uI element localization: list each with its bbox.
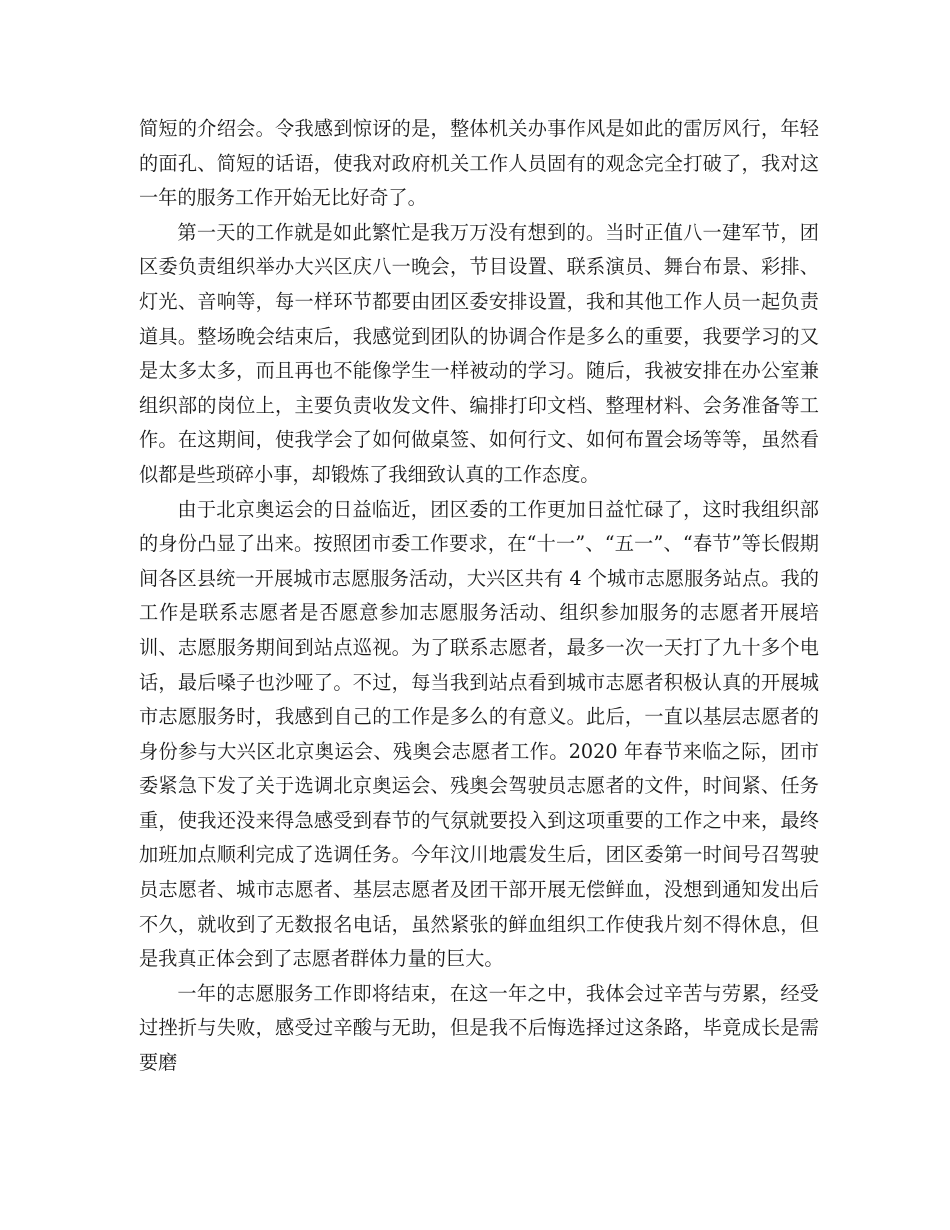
paragraph-1: 简短的介绍会。令我感到惊讶的是，整体机关办事作风是如此的雷厉风行，年轻的面孔、简短的话语，使我对政府机关工作人员固有的观念完全打破了，我对这一年的服务工作开始无比好奇了。 [139,117,819,210]
document-body [139,112,819,1081]
paragraph-3: 由于北京奥运会的日益临近，团区委的工作更加日益忙碌了，这时我组织部的身份凸显了出来。按照团市委工作要求，在“十一”、“五一”、“春节”等长假期间各区县统一开展城市志愿服务活动，大兴区共有 4 个城市志愿服务站点。我的工作是联系志愿者是否愿意参加志愿服务活动、组织参加服务的志愿者开展培训、志愿服务期间到站点巡视。为了联系志愿者，最多一次一天打了九十多个电话，最后嗓子也沙哑了。不过，每当我到站点看到城市志愿者积极认真的开展城市志愿服务时，我感到自己的工作是多么的有意义。此后，一直以基层志愿者的身份参与大兴区北京奥运会、残奥会志愿者工作。2020 年春节来临之际，团市委紧急下发了关于选调北京奥运会、残奥会驾驶员志愿者的文件，时间紧、任务重，使我还没来得急感受到春节的气氛就要投入到这项重要的工作之中来，最终加班加点顺利完成了选调任务。今年汶川地震发生后，团区委第一时间号召驾驶员志愿者、城市志愿者、基层志愿者及团干部开展无偿鲜血，没想到通知发出后不久，就收到了无数报名电话，虽然紧张的鲜血组织工作使我片刻不得休息，但是我真正体会到了志愿者群体力量的巨大。 [139,497,819,971]
paragraph-4: 一年的志愿服务工作即将结束，在这一年之中，我体会过辛苦与劳累，经受过挫折与失败，感受过辛酸与无助，但是我不后悔选择过这条路，毕竟成长是需要磨 [139,981,819,1075]
paragraph-2: 第一天的工作就是如此繁忙是我万万没有想到的。当时正值八一建军节，团区委负责组织举办大兴区庆八一晚会，节目设置、联系演员、舞台布景、彩排、灯光、音响等，每一样环节都要由团区委安排设置，我和其他工作人员一起负责道具。整场晚会结束后，我感觉到团队的协调合作是多么的重要，我要学习的又是太多太多，而且再也不能像学生一样被动的学习。随后，我被安排在办公室兼组织部的岗位上，主要负责收发文件、编排打印文档、整理材料、会务准备等工作。在这期间，使我学会了如何做桌签、如何行文、如何布置会场等等，虽然看似都是些琐碎小事，却锻炼了我细致认真的工作态度。 [139,220,819,486]
